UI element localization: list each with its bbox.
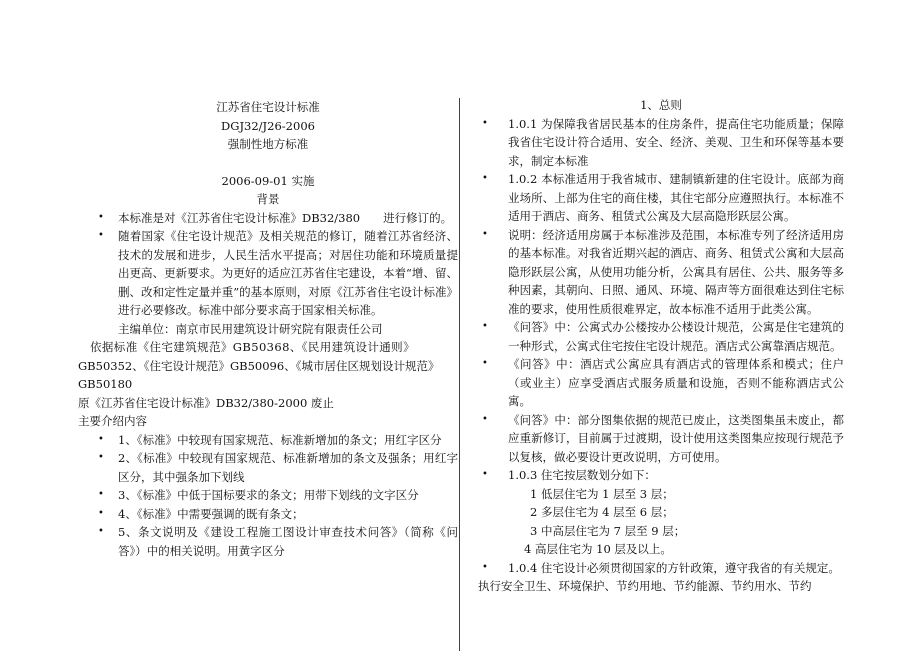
list-item-text: 1.0.3 住宅按层数划分如下： <box>508 468 656 482</box>
bullet-icon: • <box>98 211 104 223</box>
list-item <box>478 115 844 171</box>
list-item <box>478 466 844 485</box>
bullet-icon: • <box>482 117 488 129</box>
list-item <box>78 486 458 505</box>
list-item-text: 1.0.2 本标准适用于我省城市、建制镇新建的住宅设计。底部为商业场所、上部为住宅的商住楼，其住宅部分应遵照执行。本标准不适用于酒店、商务、租赁式公寓及大层高隐形跃层公寓。 <box>508 172 844 223</box>
list-item <box>78 449 458 486</box>
section-heading: 1、总则 <box>640 98 682 112</box>
chief-editor: 主编单位：南京市民用建筑设计研究院有限责任公司 <box>118 321 383 336</box>
list-item-text: 说明：经济适用房属于本标准涉及范围，本标准专列了经济适用房的基本标准。对我省近期兴起的酒店、商务、租赁式公寓和大层高隐形跃层公寓，从使用功能分析，公寓具有居住、公共、服务等多种因素，其朝向、日照、通风、环境、隔声等方面很难达到住宅标准的要求，使用性质很难界定，故本标准不适用于此类公寓。 <box>508 227 844 316</box>
list-item <box>478 226 844 319</box>
abolish-note: 原《江苏省住宅设计标准》DB32/380-2000 废止 <box>78 395 334 410</box>
column-divider <box>459 98 460 651</box>
general-provisions-list <box>478 115 844 485</box>
bullet-icon: • <box>98 507 104 519</box>
bullet-icon: • <box>98 230 104 241</box>
list-item-text: 随着国家《住宅设计规范》及相关规范的修订，随着江苏省经济、技术的发展和进步，人民生活水平提高；对居住功能和环境质量提出更高、更新要求。为更好的适应江苏省住宅建设，本着“增、留、删、改和定性定量并重”的基本原则，对原《江苏省住宅设计标准》进行必要修改。标准中部分要求高于国家相关标准。 <box>118 229 458 317</box>
standard-code: DGJ32/J26-2006 <box>221 118 315 133</box>
background-list <box>78 209 458 320</box>
list-item-text: 4、《标准》中需要强调的既有条文； <box>118 506 304 521</box>
effective-date: 2006-09-01 实施 <box>221 173 315 188</box>
bullet-icon: • <box>482 321 488 332</box>
list-item-text: 《问答》中：公寓式办公楼按办公楼设计规范，公寓是住宅建筑的一种形式，公寓式住宅按住宅设计规范。酒店式公寓靠酒店规范。 <box>508 320 844 353</box>
item-continuation: 执行安全卫生、环境保护、节约用地、节约能源、节约用水、节约 <box>478 579 812 593</box>
list-item <box>478 411 844 467</box>
left-column <box>78 96 458 560</box>
list-item-text: 5、条文说明及《建设工程施工图设计审查技术问答》（简称《问答》）中的相关说明。用黄字区分 <box>118 525 458 558</box>
bullet-icon: • <box>98 433 104 445</box>
bullet-icon: • <box>482 469 488 480</box>
list-item-text: 《问答》中：部分图集依据的规范已废止，这类图集虽未废止，都应重新修订，目前属于过渡期，设计使用这类图集应按现行规范予以复核，做必要设计更改说明，方可使用。 <box>508 412 844 464</box>
list-item-text: 2、《标准》中较现有国家规范、标准新增加的条文及强条；用红字区分，其中强条加下划线 <box>118 451 458 484</box>
basis-standards-line-1: 依据标准《住宅建筑规范》GB50368、《民用建筑设计通则》 <box>90 340 415 354</box>
general-provisions-list-cont <box>478 559 844 578</box>
intro-heading: 主要介绍内容 <box>78 414 147 428</box>
bullet-icon: • <box>98 526 104 537</box>
basis-standards-line-2: GB50352、《住宅设计规范》GB50096、《城市居住区规划设计规范》 <box>78 358 440 373</box>
bullet-icon: • <box>482 173 488 184</box>
background-heading: 背景 <box>256 192 280 206</box>
list-item <box>78 227 458 320</box>
list-item-text: 1.0.1 为保障我省居民基本的住房条件，提高住宅功能质量；保障我省住宅设计符合适用、安全、经济、美观、卫生和环保等基本要求，制定本标准 <box>508 116 844 168</box>
list-item <box>478 559 844 578</box>
bullet-icon: • <box>482 228 488 240</box>
list-item-text: 本标准是对《江苏省住宅设计标准》DB32/380 进行修订的。 <box>118 210 453 225</box>
list-item <box>478 170 844 226</box>
floor-class-item: 2 多层住宅为 4 层至 6 层； <box>530 505 674 519</box>
list-item <box>78 209 458 228</box>
standard-type: 强制性地方标准 <box>227 137 309 151</box>
floor-class-item: 3 中高层住宅为 7 层至 9 层； <box>530 523 686 538</box>
list-item <box>478 355 844 411</box>
standard-title: 江苏省住宅设计标准 <box>216 100 320 114</box>
list-item <box>78 431 458 450</box>
bullet-icon: • <box>482 358 488 369</box>
list-item-text: 1、《标准》中较现有国家规范、标准新增加的条文；用红字区分 <box>118 432 442 447</box>
list-item <box>78 505 458 524</box>
list-item-text: 1.0.4 住宅设计必须贯彻国家的方针政策，遵守我省的有关规定。 <box>508 560 840 575</box>
floor-class-item: 1 低层住宅为 1 层至 3 层； <box>530 486 674 501</box>
list-item <box>478 318 844 355</box>
floor-class-list <box>478 485 844 559</box>
list-item <box>78 523 458 560</box>
bullet-icon: • <box>482 413 488 425</box>
floor-class-item: 4 高层住宅为 10 层及以上。 <box>524 542 672 556</box>
list-item-text: 《问答》中：酒店式公寓应具有酒店式的管理体系和模式；住户（或业主）应享受酒店式服务质量和设施，否则不能称酒店式公寓。 <box>508 357 844 408</box>
bullet-icon: • <box>482 561 488 573</box>
standard-header <box>78 98 458 154</box>
bullet-icon: • <box>98 489 104 500</box>
bullet-icon: • <box>98 452 104 463</box>
right-column <box>478 96 844 596</box>
intro-list <box>78 431 458 561</box>
list-item-text: 3、《标准》中低于国标要求的条文；用带下划线的文字区分 <box>118 488 419 502</box>
basis-standards-line-3: GB50180 <box>78 377 133 391</box>
